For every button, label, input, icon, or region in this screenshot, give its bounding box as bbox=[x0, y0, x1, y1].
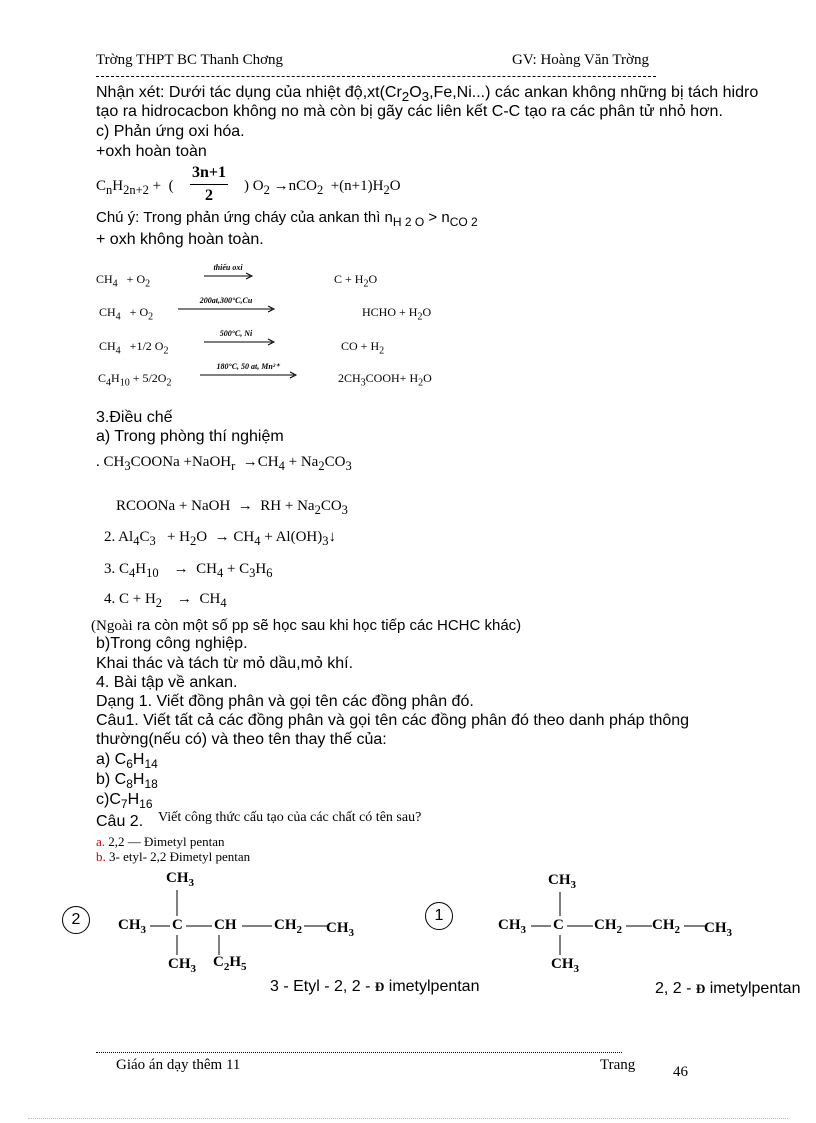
right-bond-1 bbox=[531, 925, 551, 927]
left-structure-name: 3 - Etyl - 2, 2 - Đ imetylpentan bbox=[270, 978, 480, 995]
school-name: Trờng THPT BC Thanh Chơng bbox=[96, 52, 284, 68]
arrow-4 bbox=[200, 371, 298, 379]
question-1-b: b) $C_8H_{18}$ bbox=[96, 771, 158, 792]
condition-4: 180°C, 50 at, Mn²⁺ bbox=[216, 362, 280, 371]
question-1-line-1: Câu1. Viết tất cả các đồng phân và gọi tên các đồng phân đó theo danh pháp thông bbox=[96, 712, 690, 729]
fraction-bar bbox=[190, 184, 228, 185]
left-bottom-ch3: $CH_3$ bbox=[168, 956, 197, 975]
left-ch3: $CH_3$ bbox=[118, 917, 147, 936]
footer-page-label: Trang bbox=[600, 1057, 636, 1073]
section-exercises: 4. Bài tập về ankan. bbox=[96, 674, 238, 691]
question-2-text: Viết công thức cấu tạo của các chất có tên sau? bbox=[158, 810, 422, 825]
footer-divider bbox=[96, 1052, 622, 1053]
prep-reaction-general: RCOONa + NaOH → RH + $Na_2CO_3$ bbox=[116, 498, 348, 517]
right-ch3: $CH_3$ bbox=[498, 917, 527, 936]
right-bond-4 bbox=[684, 925, 706, 927]
right-bottom-ch3: $CH_3$ bbox=[551, 956, 580, 975]
left-c2h5: $C_2H_5$ bbox=[213, 954, 247, 973]
right-bond-3 bbox=[626, 925, 652, 927]
product-1: $C + H_2O$ bbox=[334, 272, 378, 290]
left-bond-top bbox=[176, 890, 178, 916]
fraction-numerator: 3n+1 bbox=[191, 164, 226, 181]
right-ch2-b: $CH_2$ bbox=[652, 917, 681, 936]
right-structure-name: 2, 2 - Đ imetylpentan bbox=[655, 980, 801, 997]
condition-1: thiếu oxi bbox=[213, 263, 243, 272]
condition-2: 200at,300°C,Cu bbox=[199, 296, 253, 305]
left-bond-4 bbox=[304, 925, 328, 927]
left-ch2: $CH_2$ bbox=[274, 917, 303, 936]
prep-reaction-1: . $CH_3COONa$ +NaOH$_r$ $\to CH_4 + Na_2CO_3$ bbox=[96, 454, 352, 473]
incomplete-oxidation: + oxh không hoàn toàn. bbox=[96, 231, 264, 248]
industry-method: b)Trong công nghiệp. bbox=[96, 635, 248, 652]
prep-reaction-3: 3. $C_4H_{10}$ → $CH_4 + C_3H_6$ bbox=[104, 561, 273, 580]
left-ch: CH bbox=[214, 917, 237, 933]
right-bond-2 bbox=[567, 925, 593, 927]
structure-number-2: 2 bbox=[62, 906, 90, 934]
question-1-c: $c)C_7H_{16}$ bbox=[96, 791, 153, 812]
page-bottom-edge bbox=[28, 1118, 788, 1119]
question-2-b: b. 3- etyl- 2,2 Đimetyl pentan bbox=[96, 849, 251, 864]
question-2-a: a. 2,2 — Đimetyl pentan bbox=[96, 834, 225, 849]
question-1-line-2: thường(nếu có) và theo tên thay thế của: bbox=[96, 731, 387, 748]
intro-line-1: Nhận xét: Dưới tác dụng của nhiệt $độ,xt(Cr_2O_3,Fe,Ni...)$ các ankan không những bị tách hidro bbox=[96, 84, 759, 105]
fraction-denominator: 2 bbox=[205, 187, 213, 204]
prep-note: (Ngoài ra còn một số pp sẽ học sau khi học tiếp các HCHC khác) bbox=[91, 617, 522, 634]
right-ch3-end: $CH_3$ bbox=[704, 920, 733, 939]
left-ch3-end: $CH_3$ bbox=[326, 920, 355, 939]
header-divider bbox=[96, 76, 656, 77]
footer-title: Giáo án dạy thêm 11 bbox=[116, 1057, 241, 1073]
reaction-2: $CH_4$ + $O_2$ bbox=[99, 305, 154, 323]
complete-oxidation: +oxh hoàn toàn bbox=[96, 143, 207, 160]
section-preparation: 3.Điều chế bbox=[96, 409, 173, 426]
combustion-rhs: ) $O_2 \to nCO_2 +(n+1)H_2O$ bbox=[244, 178, 401, 197]
product-2: HCHO + $H_2O$ bbox=[362, 305, 432, 323]
arrow-1 bbox=[204, 272, 254, 280]
product-4: $2CH_3COOH+ H_2O$ bbox=[338, 371, 432, 389]
structure-number-1: 1 bbox=[425, 902, 453, 930]
left-bond-1 bbox=[150, 925, 170, 927]
right-center-c: C bbox=[553, 917, 564, 933]
arrow-3 bbox=[204, 338, 276, 346]
left-bond-ethyl bbox=[218, 935, 220, 955]
industry-text: Khai thác và tách từ mỏ dầu,mỏ khí. bbox=[96, 655, 354, 672]
combustion-equation: $C_nH_{2n+2}$ + ( bbox=[96, 178, 174, 197]
right-bond-bottom bbox=[559, 935, 561, 955]
exercise-type-1: Dạng 1. Viết đồng phân và gọi tên các đồng phân đó. bbox=[96, 693, 474, 710]
left-bond-3 bbox=[242, 925, 272, 927]
lab-method: a) Trong phòng thí nghiệm bbox=[96, 428, 284, 445]
prep-reaction-4: 4. $C + H_2$ → $CH_4$ bbox=[104, 591, 227, 610]
left-bond-bottom bbox=[176, 935, 178, 955]
condition-3: 500°C, Ni bbox=[219, 329, 253, 338]
combustion-note: Chú ý: Trong phản ứng cháy của ankan thì $n_{H 2 O} > n_{CO 2}$ bbox=[96, 209, 478, 229]
intro-line-2: tạo ra hidrocacbon không no mà còn bị gãy các liên kết C-C tạo ra các phân tử nhỏ hơn. bbox=[96, 103, 723, 120]
question-2-label: Câu 2. bbox=[96, 813, 144, 830]
reaction-4: $C_4H_{10} + 5/2O_2$ bbox=[98, 371, 172, 389]
right-ch2-a: $CH_2$ bbox=[594, 917, 623, 936]
right-top-ch3: $CH_3$ bbox=[548, 872, 577, 891]
arrow-2 bbox=[178, 305, 276, 313]
page-number: 46 bbox=[673, 1064, 688, 1080]
right-bond-top bbox=[559, 892, 561, 916]
question-1-a: a) $C_6H_{14}$ bbox=[96, 751, 158, 772]
prep-reaction-2: 2. $Al_4C_3$ + $H_2O \to CH_4$ + $Al(OH)_3↓$ bbox=[104, 529, 336, 548]
left-bond-2 bbox=[186, 925, 212, 927]
left-top-ch3: $CH_3$ bbox=[166, 870, 195, 889]
reaction-3: $CH_4$ +1/2 $O_2$ bbox=[99, 339, 169, 357]
section-oxidation: c) Phản ứng oxi hóa. bbox=[96, 123, 245, 140]
left-center-c: C bbox=[172, 917, 183, 933]
product-3: CO + $H_2$ bbox=[341, 339, 385, 357]
reaction-1: $CH_4$ + $O_2$ bbox=[96, 272, 151, 290]
teacher-name: GV: Hoàng Văn Trờng bbox=[512, 52, 649, 68]
